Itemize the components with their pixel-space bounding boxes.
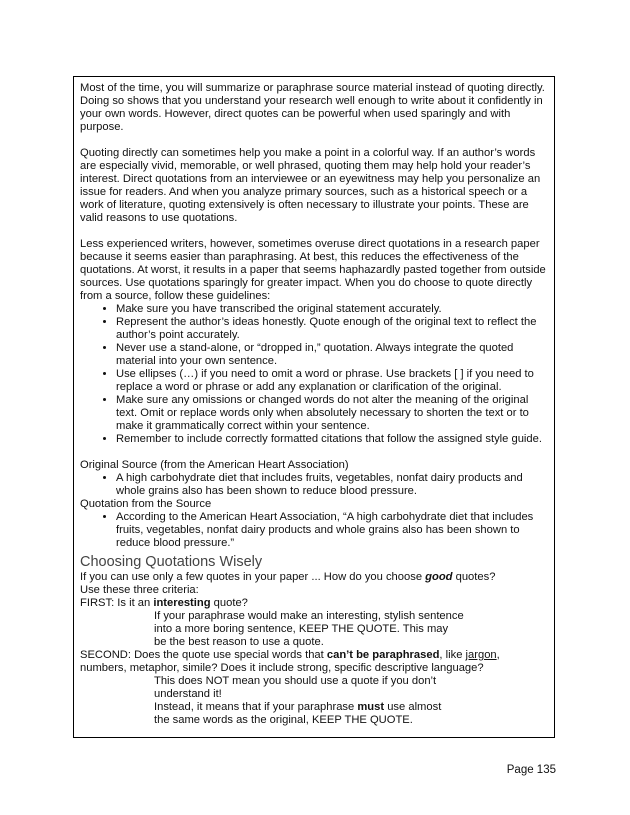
first-detail-line: be the best reason to use a quote. xyxy=(154,636,324,648)
jargon-link[interactable]: jargon xyxy=(465,649,497,661)
second-end: , xyxy=(496,649,500,661)
second-detail-line xyxy=(80,701,548,714)
first-suffix: quote? xyxy=(213,597,248,609)
list-item: • Represent the author’s ideas honestly. Quote enough of the original text to reflect the author’s point accurately. xyxy=(116,316,548,342)
first-bold: interesting xyxy=(153,597,211,609)
second-detail-line: the same words as the original, KEEP THE QUOTE. xyxy=(154,714,413,726)
original-source-label: Original Source (from the American Heart Association) xyxy=(80,459,349,471)
list-item: • Use ellipses (…) if you need to omit a word or phrase. Use brackets [ ] if you need to replace a word or phrase or add any explanation or clarification of the original. xyxy=(116,368,548,394)
intro-line xyxy=(80,571,548,584)
intro-emphasis: good xyxy=(425,571,453,583)
list-item: • Never use a stand-alone, or “dropped in,” quotation. Always integrate the quoted material into your own sentence. xyxy=(116,342,548,368)
original-source-text: • A high carbohydrate diet that includes fruits, vegetables, nonfat dairy products and whole grains also has been shown to reduce blood pressure. xyxy=(116,472,548,498)
first-detail-line: into a more boring sentence, KEEP THE QUOTE. This may xyxy=(154,623,449,635)
paragraph-colorful: Quoting directly can sometimes help you make a point in a colorful way. If an author’s words are especially vivid, memorable, or well phrased, quoting them may help hold your reader’s interest. Direct quotations from an interviewee or an eyewitness may help you personalize an issue for readers. And when you analyze primary sources, such as a historical speech or a work of literature, quoting extensively is often necessary to illustrate your points. These are valid reasons to use quotations. xyxy=(80,147,541,224)
page-number: Page 135 xyxy=(506,764,556,776)
second-criterion-line2: numbers, metaphor, simile? Does it include strong, specific descriptive language? xyxy=(80,662,484,674)
spacer xyxy=(80,446,548,459)
second-detail2-prefix: Instead, it means that if your paraphrase xyxy=(154,701,355,713)
guidelines-list xyxy=(80,303,548,446)
section-heading: Choosing Quotations Wisely xyxy=(80,554,263,570)
first-detail-line: If your paraphrase would make an interesting, stylish sentence xyxy=(154,610,464,622)
list-item: • Remember to include correctly formatted citations that follow the assigned style guide. xyxy=(116,433,548,446)
second-criterion xyxy=(80,649,548,662)
spacer xyxy=(80,134,548,147)
list-item: • Make sure any omissions or changed words do not alter the meaning of the original text. Omit or replace words only when absolutely necessary to shorten the text or to make it grammatically correct within your sentence. xyxy=(116,394,548,433)
first-prefix: FIRST: Is it an xyxy=(80,597,151,609)
first-criterion xyxy=(80,597,548,610)
second-detail-line: This does NOT mean you should use a quote if you don’t xyxy=(154,675,437,687)
second-detail2-bold: must xyxy=(357,701,385,713)
spacer xyxy=(80,225,548,238)
quotation-list xyxy=(80,511,548,550)
intro-text: If you can use only a few quotes in your paper ... How do you choose xyxy=(80,571,423,583)
content-box xyxy=(73,76,555,738)
second-mid: , like xyxy=(439,649,463,661)
quotation-text: • According to the American Heart Association, “A high carbohydrate diet that includes fruits, vegetables, nonfat dairy products and whole grains also has been shown to reduce blood pressure.” xyxy=(116,511,548,550)
list-item: • Make sure you have transcribed the original statement accurately. xyxy=(116,303,548,316)
paragraph-overuse: Less experienced writers, however, sometimes overuse direct quotations in a research paper because it seems easier than paraphrasing. At best, this reduces the effectiveness of the quotations. At worst, it results in a paper that seems haphazardly pasted together from outside sources. Use quotations sparingly for greater impact. When you do choose to quote directly from a source, follow these guidelines: xyxy=(80,238,546,302)
intro-end: quotes? xyxy=(455,571,496,583)
paragraph-intro: Most of the time, you will summarize or paraphrase source material instead of quoting directly. Doing so shows that you understand your research well enough to write about it confidently in your own words. However, direct quotes can be powerful when used sparingly and with purpose. xyxy=(80,82,545,133)
second-detail-line: understand it! xyxy=(154,688,222,700)
criteria-line: Use these three criteria: xyxy=(80,584,199,596)
quotation-label: Quotation from the Source xyxy=(80,498,212,510)
second-detail2-suffix: use almost xyxy=(387,701,442,713)
original-source-list xyxy=(80,472,548,498)
second-prefix: SECOND: Does the quote use special words that xyxy=(80,649,324,661)
second-bold: can’t be paraphrased xyxy=(326,649,440,661)
